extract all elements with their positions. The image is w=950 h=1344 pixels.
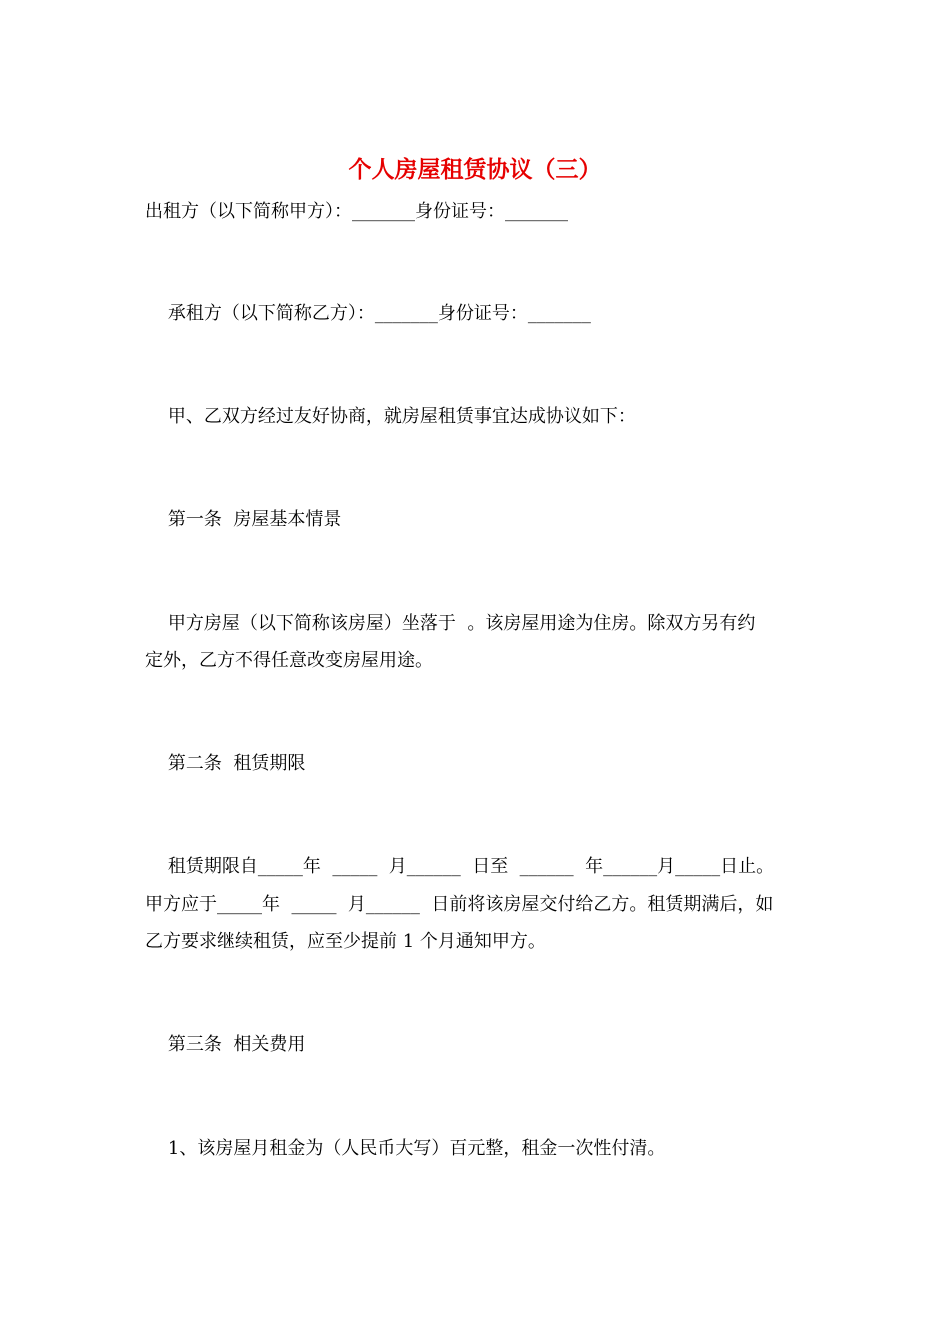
article-3-heading: 第三条 相关费用 xyxy=(145,1034,306,1055)
document-title: 个人房屋租赁协议（三） xyxy=(348,156,602,183)
article-2-text-line-2: 甲方应于_____年 _____ 月______ 日前将该房屋交付给乙方。租赁期满后，如 xyxy=(145,894,774,915)
article-1-text-line-2: 定外，乙方不得任意改变房屋用途。 xyxy=(145,650,433,671)
agreement-intro: 甲、乙双方经过友好协商，就房屋租赁事宜达成协议如下： xyxy=(145,406,636,427)
article-2-heading: 第二条 租赁期限 xyxy=(145,753,306,774)
article-1-heading: 第一条 房屋基本情景 xyxy=(145,509,342,530)
lessor-line: 出租方（以下简称甲方）：_______身份证号：_______ xyxy=(145,201,568,222)
article-3-item-1: 1、该房屋月租金为（人民币大写）百元整，租金一次性付清。 xyxy=(145,1138,666,1159)
lessee-line: 承租方（以下简称乙方）：_______身份证号：_______ xyxy=(145,303,591,324)
article-1-text-line-1: 甲方房屋（以下简称该房屋）坐落于 。该房屋用途为住房。除双方另有约 xyxy=(145,613,756,634)
article-2-text-line-1: 租赁期限自_____年 _____ 月______ 日至 ______ 年______月_____日止。 xyxy=(145,856,775,877)
article-2-text-line-3: 乙方要求继续租赁，应至少提前 1 个月通知甲方。 xyxy=(145,931,546,952)
